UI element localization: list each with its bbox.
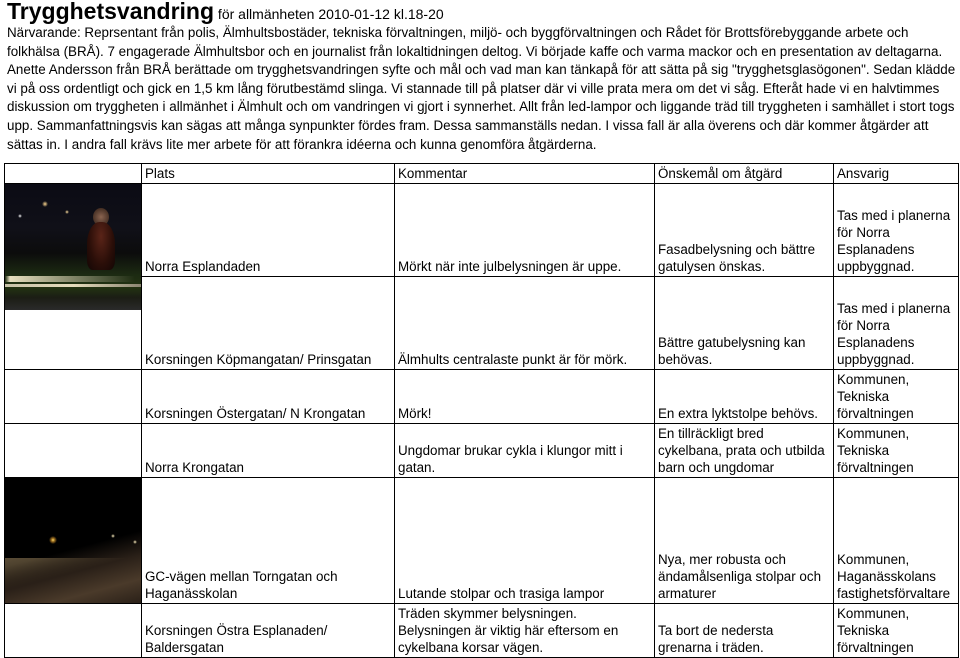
cell-atgard: En tillräckligt bred cykelbana, prata och utbilda barn och ungdomar bbox=[655, 424, 834, 478]
document-title: Trygghetsvandring bbox=[7, 0, 215, 24]
table-row bbox=[5, 184, 959, 277]
cell-plats: Norra Krongatan bbox=[142, 424, 395, 478]
cell-plats: Norra Esplandaden bbox=[142, 184, 395, 277]
table-row bbox=[5, 478, 959, 604]
table-row bbox=[5, 424, 959, 478]
cell-plats: Korsningen Östergatan/ N Krongatan bbox=[142, 370, 395, 424]
photo-cell bbox=[5, 478, 142, 604]
photo-cell-empty bbox=[5, 370, 142, 424]
column-header-kommentar: Kommentar bbox=[395, 164, 655, 184]
cell-ansvarig: Kommunen, Tekniska förvaltningen bbox=[834, 424, 959, 478]
cell-kommentar: Mörkt när inte julbelysningen är uppe. bbox=[395, 184, 655, 277]
cell-plats: Korsningen Köpmangatan/ Prinsgatan bbox=[142, 277, 395, 370]
title-line bbox=[7, 0, 957, 24]
cell-plats: Korsningen Östra Esplanaden/ Baldersgatan bbox=[142, 604, 395, 658]
cell-atgard: Ta bort de nedersta grenarna i träden. bbox=[655, 604, 834, 658]
cell-kommentar: Ungdomar brukar cykla i klungor mitt i gatan. bbox=[395, 424, 655, 478]
photo-lights bbox=[5, 184, 142, 310]
photo-cell-empty bbox=[5, 424, 142, 478]
cell-ansvarig: Kommunen, Haganässkolans fastighetsförvaltare bbox=[834, 478, 959, 604]
cell-kommentar: Träden skymmer belysningen. Belysningen är viktig här eftersom en cykelbana korsar vägen. bbox=[395, 604, 655, 658]
cell-atgard: Bättre gatubelysning kan behövas. bbox=[655, 277, 834, 370]
cell-atgard: Fasadbelysning och bättre gatulysen önskas. bbox=[655, 184, 834, 277]
cell-ansvarig: Tas med i planerna för Norra Esplanadens uppbyggnad. bbox=[834, 277, 959, 370]
document-subtitle: för allmänheten 2010-01-12 kl.18-20 bbox=[214, 6, 444, 22]
table-row bbox=[5, 604, 959, 658]
photo-lights bbox=[5, 478, 142, 603]
cell-ansvarig: Kommunen, Tekniska förvaltningen bbox=[834, 604, 959, 658]
table-row bbox=[5, 277, 959, 370]
photo-cell-empty bbox=[5, 604, 142, 658]
walk-table bbox=[4, 163, 959, 658]
cell-ansvarig: Tas med i planerna för Norra Esplanadens uppbyggnad. bbox=[834, 184, 959, 277]
table-row bbox=[5, 370, 959, 424]
table-header-row bbox=[5, 164, 959, 184]
cell-kommentar: Lutande stolpar och trasiga lampor bbox=[395, 478, 655, 604]
cell-atgard: Nya, mer robusta och ändamålsenliga stolpar och armaturer bbox=[655, 478, 834, 604]
document-header bbox=[7, 0, 957, 154]
photo-header-cell bbox=[5, 164, 142, 184]
cell-kommentar: Mörk! bbox=[395, 370, 655, 424]
column-header-ansvarig: Ansvarig bbox=[834, 164, 959, 184]
cell-ansvarig: Kommunen, Tekniska förvaltningen bbox=[834, 370, 959, 424]
cell-atgard: En extra lyktstolpe behövs. bbox=[655, 370, 834, 424]
dark-path-photo bbox=[5, 478, 142, 603]
photo-person bbox=[87, 222, 115, 270]
intro-paragraph: Närvarande: Reprsentant från polis, Älmhultsbostäder, tekniska förvaltningen, miljö- och byggförvaltningen och Rådet för Brottsförebyggande arbete och folkhälsa (BRÅ). 7 engagerade Älmhultsbor och en journalist från lokaltidningen deltog. Vi började kaffe och varma mackor och en presentation av deltagarna. Anette Andersson från BRÅ berättade om trygghetsvandringen syfte och mål och vad man kan tänkapå för att sätta på sig "trygghetsglasögonen". Sedan klädde vi på oss ordentligt och gick en 1,5 km lång förutbestämd slinga. Vi stannade till på platser där vi ville prata mera om det vi såg. Efteråt hade vi en halvtimmes diskussion om tryggheten i allmänhet i Älmhult och om vandringen vi gjort i synnerhet. Allt från led-lampor och liggande träd till tryggheten i samhället i stort togs upp. Sammanfattningsvis kan sägas att många synpunkter fördes fram. Dessa sammanställs nedan. I vissa fall är alla överens och där kommer åtgärder att sättas in. I andra fall krävs lite mer arbete för att förankra idéerna och kunna genomföra åtgärderna. bbox=[7, 25, 956, 152]
column-header-atgard: Önskemål om åtgärd bbox=[655, 164, 834, 184]
cell-kommentar: Älmhults centralaste punkt är för mörk. bbox=[395, 277, 655, 370]
night-street-photo bbox=[5, 184, 142, 310]
column-header-plats: Plats bbox=[142, 164, 395, 184]
cell-plats: GC-vägen mellan Torngatan och Haganässkolan bbox=[142, 478, 395, 604]
photo-cell bbox=[5, 184, 142, 370]
